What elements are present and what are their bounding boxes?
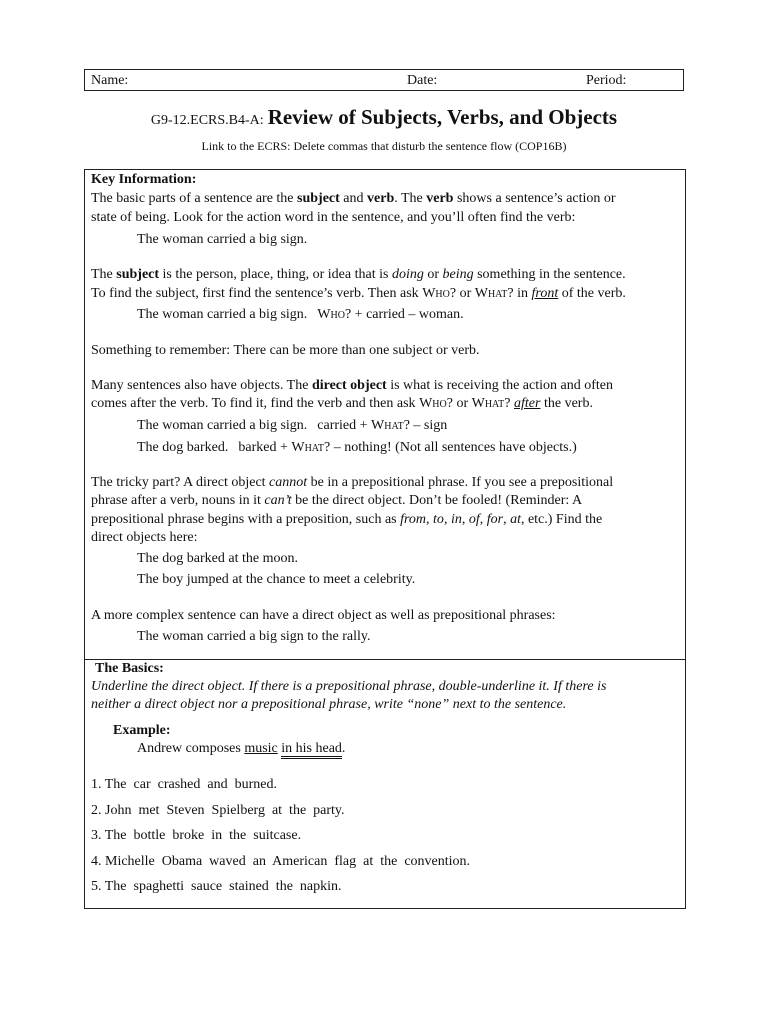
example-sentence-1: The woman carried a big sign. xyxy=(137,232,308,247)
example-sentence: Andrew composes music in his head. xyxy=(137,741,345,757)
key-heading: Key Information: xyxy=(91,172,197,187)
example-sentence-2: The woman carried a big sign. Who? + carried – woman. xyxy=(137,307,464,322)
basics-box xyxy=(84,659,686,909)
header-info-box xyxy=(84,69,684,91)
standard-code: G9-12.ECRS.B4-A: xyxy=(150,113,264,128)
basics-heading: The Basics: xyxy=(95,661,164,676)
key-information-box xyxy=(84,169,686,660)
basics-instruction-line2: neither a direct object nor a prepositional phrase, write “none” next to the sentence. xyxy=(91,697,567,712)
name-label: Name: xyxy=(91,73,129,88)
p2-line2: To find the subject, first find the sentence’s verb. Then ask Who? or What? in front of the verb. xyxy=(91,286,626,301)
p4-line1: Many sentences also have objects. The direct object is what is receiving the action and often xyxy=(91,378,613,393)
example-direct-object: music xyxy=(244,741,278,756)
p5-line2: phrase after a verb, nouns in it can’t be the direct object. Don’t be fooled! (Reminder: A xyxy=(91,493,583,508)
period-label: Period: xyxy=(586,73,627,88)
example-sentence-6: The boy jumped at the chance to meet a celebrity. xyxy=(137,572,416,587)
exercise-item-1: 1. The car crashed and burned. xyxy=(91,777,277,792)
example-sentence-3: The woman carried a big sign. carried + What? – sign xyxy=(137,418,448,433)
exercise-item-2: 2. John met Steven Spielberg at the party. xyxy=(91,803,345,818)
p1-line1: The basic parts of a sentence are the subject and verb. The verb shows a sentence’s action or xyxy=(91,191,616,206)
example-sentence-7: The woman carried a big sign to the rally. xyxy=(137,629,371,644)
exercise-item-4: 4. Michelle Obama waved an American flag at the convention. xyxy=(91,854,471,869)
subtitle: Link to the ECRS: Delete commas that disturb the sentence flow (COP16B) xyxy=(201,139,567,153)
p3: Something to remember: There can be more than one subject or verb. xyxy=(91,343,480,358)
exercise-item-3: 3. The bottle broke in the suitcase. xyxy=(91,828,302,843)
p5-line1: The tricky part? A direct object cannot be in a prepositional phrase. If you see a prepositional xyxy=(91,475,614,490)
p1-line2: state of being. Look for the action word in the sentence, and you’ll often find the verb: xyxy=(91,210,576,225)
p5-line4: direct objects here: xyxy=(91,530,198,545)
p2-line1: The subject is the person, place, thing, or idea that is doing or being something in the sentence. xyxy=(91,267,626,282)
p6: A more complex sentence can have a direct object as well as prepositional phrases: xyxy=(91,608,556,623)
p5-line3: prepositional phrase begins with a preposition, such as from, to, in, of, for, at, etc.) Find the xyxy=(91,512,603,527)
date-label: Date: xyxy=(407,73,438,88)
example-sentence-5: The dog barked at the moon. xyxy=(137,551,298,566)
p4-line2: comes after the verb. To find it, find the verb and then ask Who? or What? after the verb. xyxy=(91,396,593,411)
page-title: Review of Subjects, Verbs, and Objects xyxy=(267,105,618,129)
title-row xyxy=(0,105,768,130)
exercise-item-5: 5. The spaghetti sauce stained the napkin. xyxy=(91,879,342,894)
example-sentence-4: The dog barked. barked + What? – nothing! (Not all sentences have objects.) xyxy=(137,440,577,455)
example-prepositional-phrase: in his head xyxy=(281,741,342,759)
example-label: Example: xyxy=(113,723,171,738)
basics-instruction-line1: Underline the direct object. If there is a prepositional phrase, double-underline it. If there is xyxy=(91,679,607,694)
